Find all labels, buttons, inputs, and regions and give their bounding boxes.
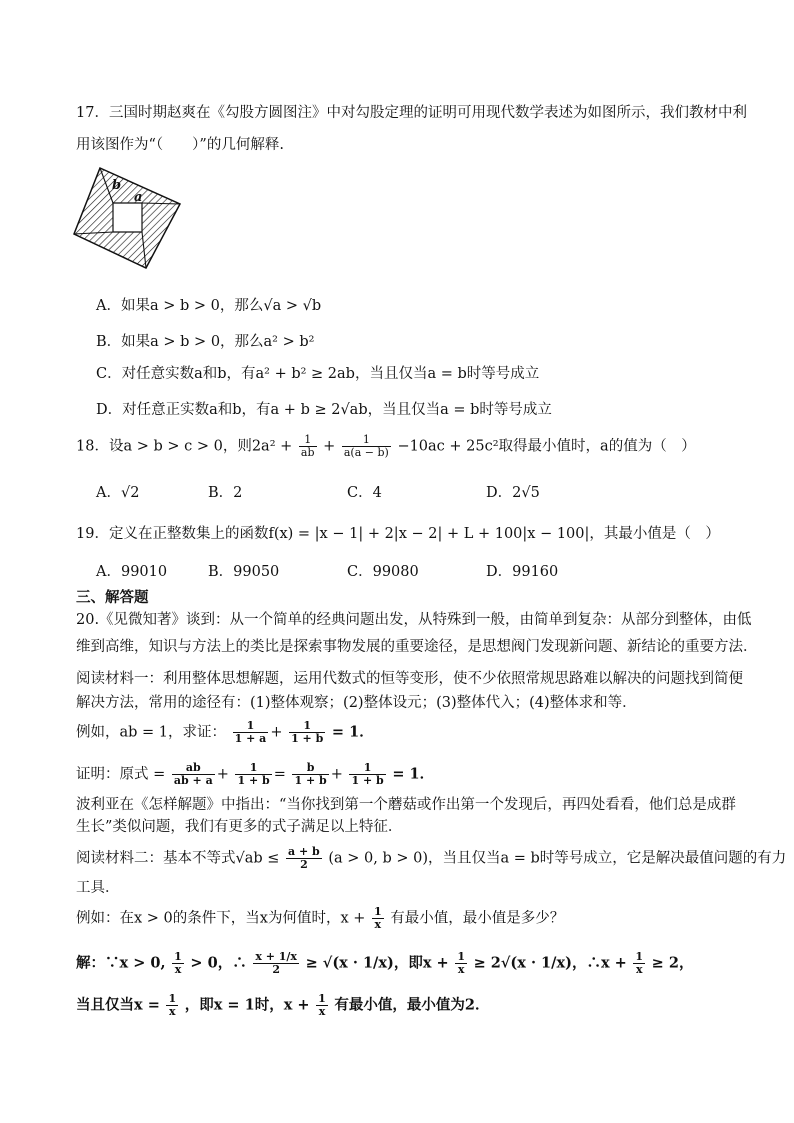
frac-num: 1	[635, 950, 644, 963]
solution-part: ≥ 2，	[651, 954, 694, 972]
q18-stem-pre: 18．设a > b > c > 0，则2a² +	[76, 438, 293, 455]
fraction	[172, 762, 215, 787]
conclusion-part: 当且仅当x =	[76, 996, 160, 1014]
q18-option-c: C．4	[347, 485, 382, 501]
q18-option-a: A．√2	[96, 485, 140, 501]
solution-part: ≥ 2√(x · 1/x)，∴x +	[473, 954, 627, 972]
plus-sign: +	[323, 438, 336, 455]
q20-p3-line2: 生长”类似问题，我们有更多的式子满足以上特征．	[76, 819, 403, 835]
q17-option-d: D．对任意正实数a和b，有a + b ≥ 2√ab，当且仅当a = b时等号成立	[96, 402, 552, 418]
fraction	[292, 762, 328, 787]
q18-fraction-1	[299, 434, 317, 459]
solution-part: ≥ √(x · 1/x)，即x +	[305, 954, 449, 972]
frac-num: 1	[235, 762, 271, 775]
q19-option-d: D．99160	[486, 564, 559, 580]
q20-p3-line1: 波利亚在《怎样解题》中指出：“当你找到第一个蘑菇或作出第一个发现后，再四处看看，他们总是成群	[76, 797, 736, 813]
label-b: b	[112, 178, 122, 193]
q17-option-b: B．如果a > b > 0，那么a² > b²	[96, 334, 315, 350]
fraction	[349, 762, 385, 787]
fraction	[172, 951, 184, 976]
fraction	[372, 906, 384, 931]
example-1-text: 例如，ab = 1，求证：	[76, 724, 227, 741]
q18-option-d: D．2√5	[486, 485, 540, 501]
zhao-shuang-diagram	[72, 166, 184, 270]
frac-num: 1	[342, 434, 391, 447]
example-2-rest: 有最小值，最小值是多少？	[390, 910, 565, 927]
q19-option-b: B．99050	[208, 564, 280, 580]
reading-2-line2: 工具．	[76, 880, 120, 896]
frac-num: 1	[318, 992, 326, 1005]
q17-line1: 17．三国时期赵爽在《勾股方圆图注》中对勾股定理的证明可用现代数学表述为如图所示，我们教材中利	[76, 105, 747, 121]
fraction	[289, 720, 325, 745]
frac-num: 1	[349, 762, 385, 775]
q20-p1-line1: 20.《见微知著》谈到：从一个简单的经典问题出发，从特殊到一般，由简单到复杂：从部分到整体，由低	[76, 612, 752, 628]
q20-p2-line2: 解决方法，常用的途径有：(1)整体观察；(2)整体设元；(3)整体代入；(4)整体求和等．	[76, 695, 637, 711]
frac-num: 1	[289, 720, 325, 733]
fraction	[235, 762, 271, 787]
frac-num: 1	[374, 905, 382, 918]
fraction	[455, 951, 467, 976]
fraction	[286, 846, 322, 871]
conclusion-line	[76, 993, 490, 1018]
frac-den: x	[374, 918, 382, 931]
frac-num: 1	[174, 950, 182, 963]
frac-den: x	[169, 1005, 176, 1018]
q18-fraction-2	[342, 434, 391, 459]
frac-num: b	[292, 762, 328, 775]
conclusion-part: ，即x = 1时，x +	[184, 996, 310, 1014]
solution-line	[76, 951, 693, 976]
section-heading: 三、解答题	[76, 590, 149, 606]
frac-den: 1 + b	[291, 732, 324, 745]
frac-den: x	[318, 1005, 326, 1018]
q20-p2-line1: 阅读材料一：利用整体思想解题，运用代数式的恒等变形，使不少依照常规思路难以解决的问题找到简便	[76, 671, 743, 687]
q17-option-c: C．对任意实数a和b，有a² + b² ≥ 2ab，当且仅当a = b时等号成立	[96, 366, 540, 382]
fraction	[316, 993, 328, 1018]
fraction	[253, 951, 299, 976]
frac-den: ab	[300, 446, 315, 459]
q19-stem: 19．定义在正整数集上的函数f(x) = |x − 1| + 2|x − 2| + L + 100|x − 100|，其最小值是（ ）	[76, 526, 720, 542]
frac-den: ab + a	[173, 774, 213, 787]
conclusion-part: 有最小值，最小值为2．	[334, 996, 490, 1014]
frac-num: x + 1/x	[255, 950, 297, 963]
frac-den: 2	[272, 963, 280, 976]
q18-stem-post: −10ac + 25c²取得最小值时，a的值为（ ）	[397, 438, 696, 455]
frac-num: ab	[172, 762, 215, 775]
reading-2-text: 阅读材料二：基本不等式√ab ≤	[76, 850, 280, 867]
proof-line: 证明：原式 = $\frac{ab}{ab + a}$ + $\frac{1}{1 + b}$ = $\frac{b}{1 + b}$ + $\frac{1}{1 + b}$ = 1．	[76, 761, 435, 787]
fraction	[233, 720, 269, 745]
q19-option-c: C．99080	[347, 564, 419, 580]
q19-option-a: A．99010	[96, 564, 168, 580]
frac-den: 1 + b	[294, 774, 327, 787]
q17-line2: 用该图作为“（ ）”的几何解释.	[76, 137, 284, 153]
frac-den: x	[457, 963, 465, 976]
example-2	[76, 906, 564, 931]
q20-p1-line2: 维到高维，知识与方法上的类比是探索事物发展的重要途径，是思想阀门发现新问题、新结论的重要方法．	[76, 639, 758, 655]
frac-den: a(a − b)	[343, 446, 389, 459]
q18-option-b: B．2	[208, 485, 243, 501]
frac-num: 1	[168, 992, 177, 1005]
example-1: 例如，ab = 1，求证： $\frac{1}{1 + a}$ + $\frac{1}{1 + b}$ = 1．	[76, 719, 374, 745]
frac-num: 1	[457, 950, 465, 963]
example-2-text: 例如：在x > 0的条件下，当x为何值时，x +	[76, 910, 366, 927]
frac-num: 1	[299, 434, 317, 447]
frac-den: 1 + b	[237, 774, 270, 787]
frac-num: 1	[233, 720, 269, 733]
q18-stem	[76, 434, 696, 459]
example-1-result: = 1．	[331, 723, 374, 741]
solution-part: 解：∵x > 0,	[76, 954, 166, 972]
frac-den: x	[174, 963, 182, 976]
frac-den: 1 + b	[351, 774, 384, 787]
fraction	[633, 951, 645, 976]
fraction	[166, 993, 178, 1018]
reading-2	[76, 846, 786, 871]
frac-den: x	[635, 963, 643, 976]
proof-result: = 1．	[392, 765, 435, 783]
frac-den: 1 + a	[234, 732, 267, 745]
label-a: a	[134, 190, 143, 205]
proof-text: 证明：原式 =	[76, 766, 166, 783]
reading-2-rest: (a > 0, b > 0)，当且仅当a = b时等号成立，它是解决最值问题的有力	[328, 850, 787, 867]
frac-den: 2	[300, 858, 308, 871]
solution-part: > 0，∴	[190, 954, 247, 972]
q17-option-a: A．如果a > b > 0，那么√a > √b	[96, 298, 322, 314]
frac-num: a + b	[288, 845, 320, 858]
